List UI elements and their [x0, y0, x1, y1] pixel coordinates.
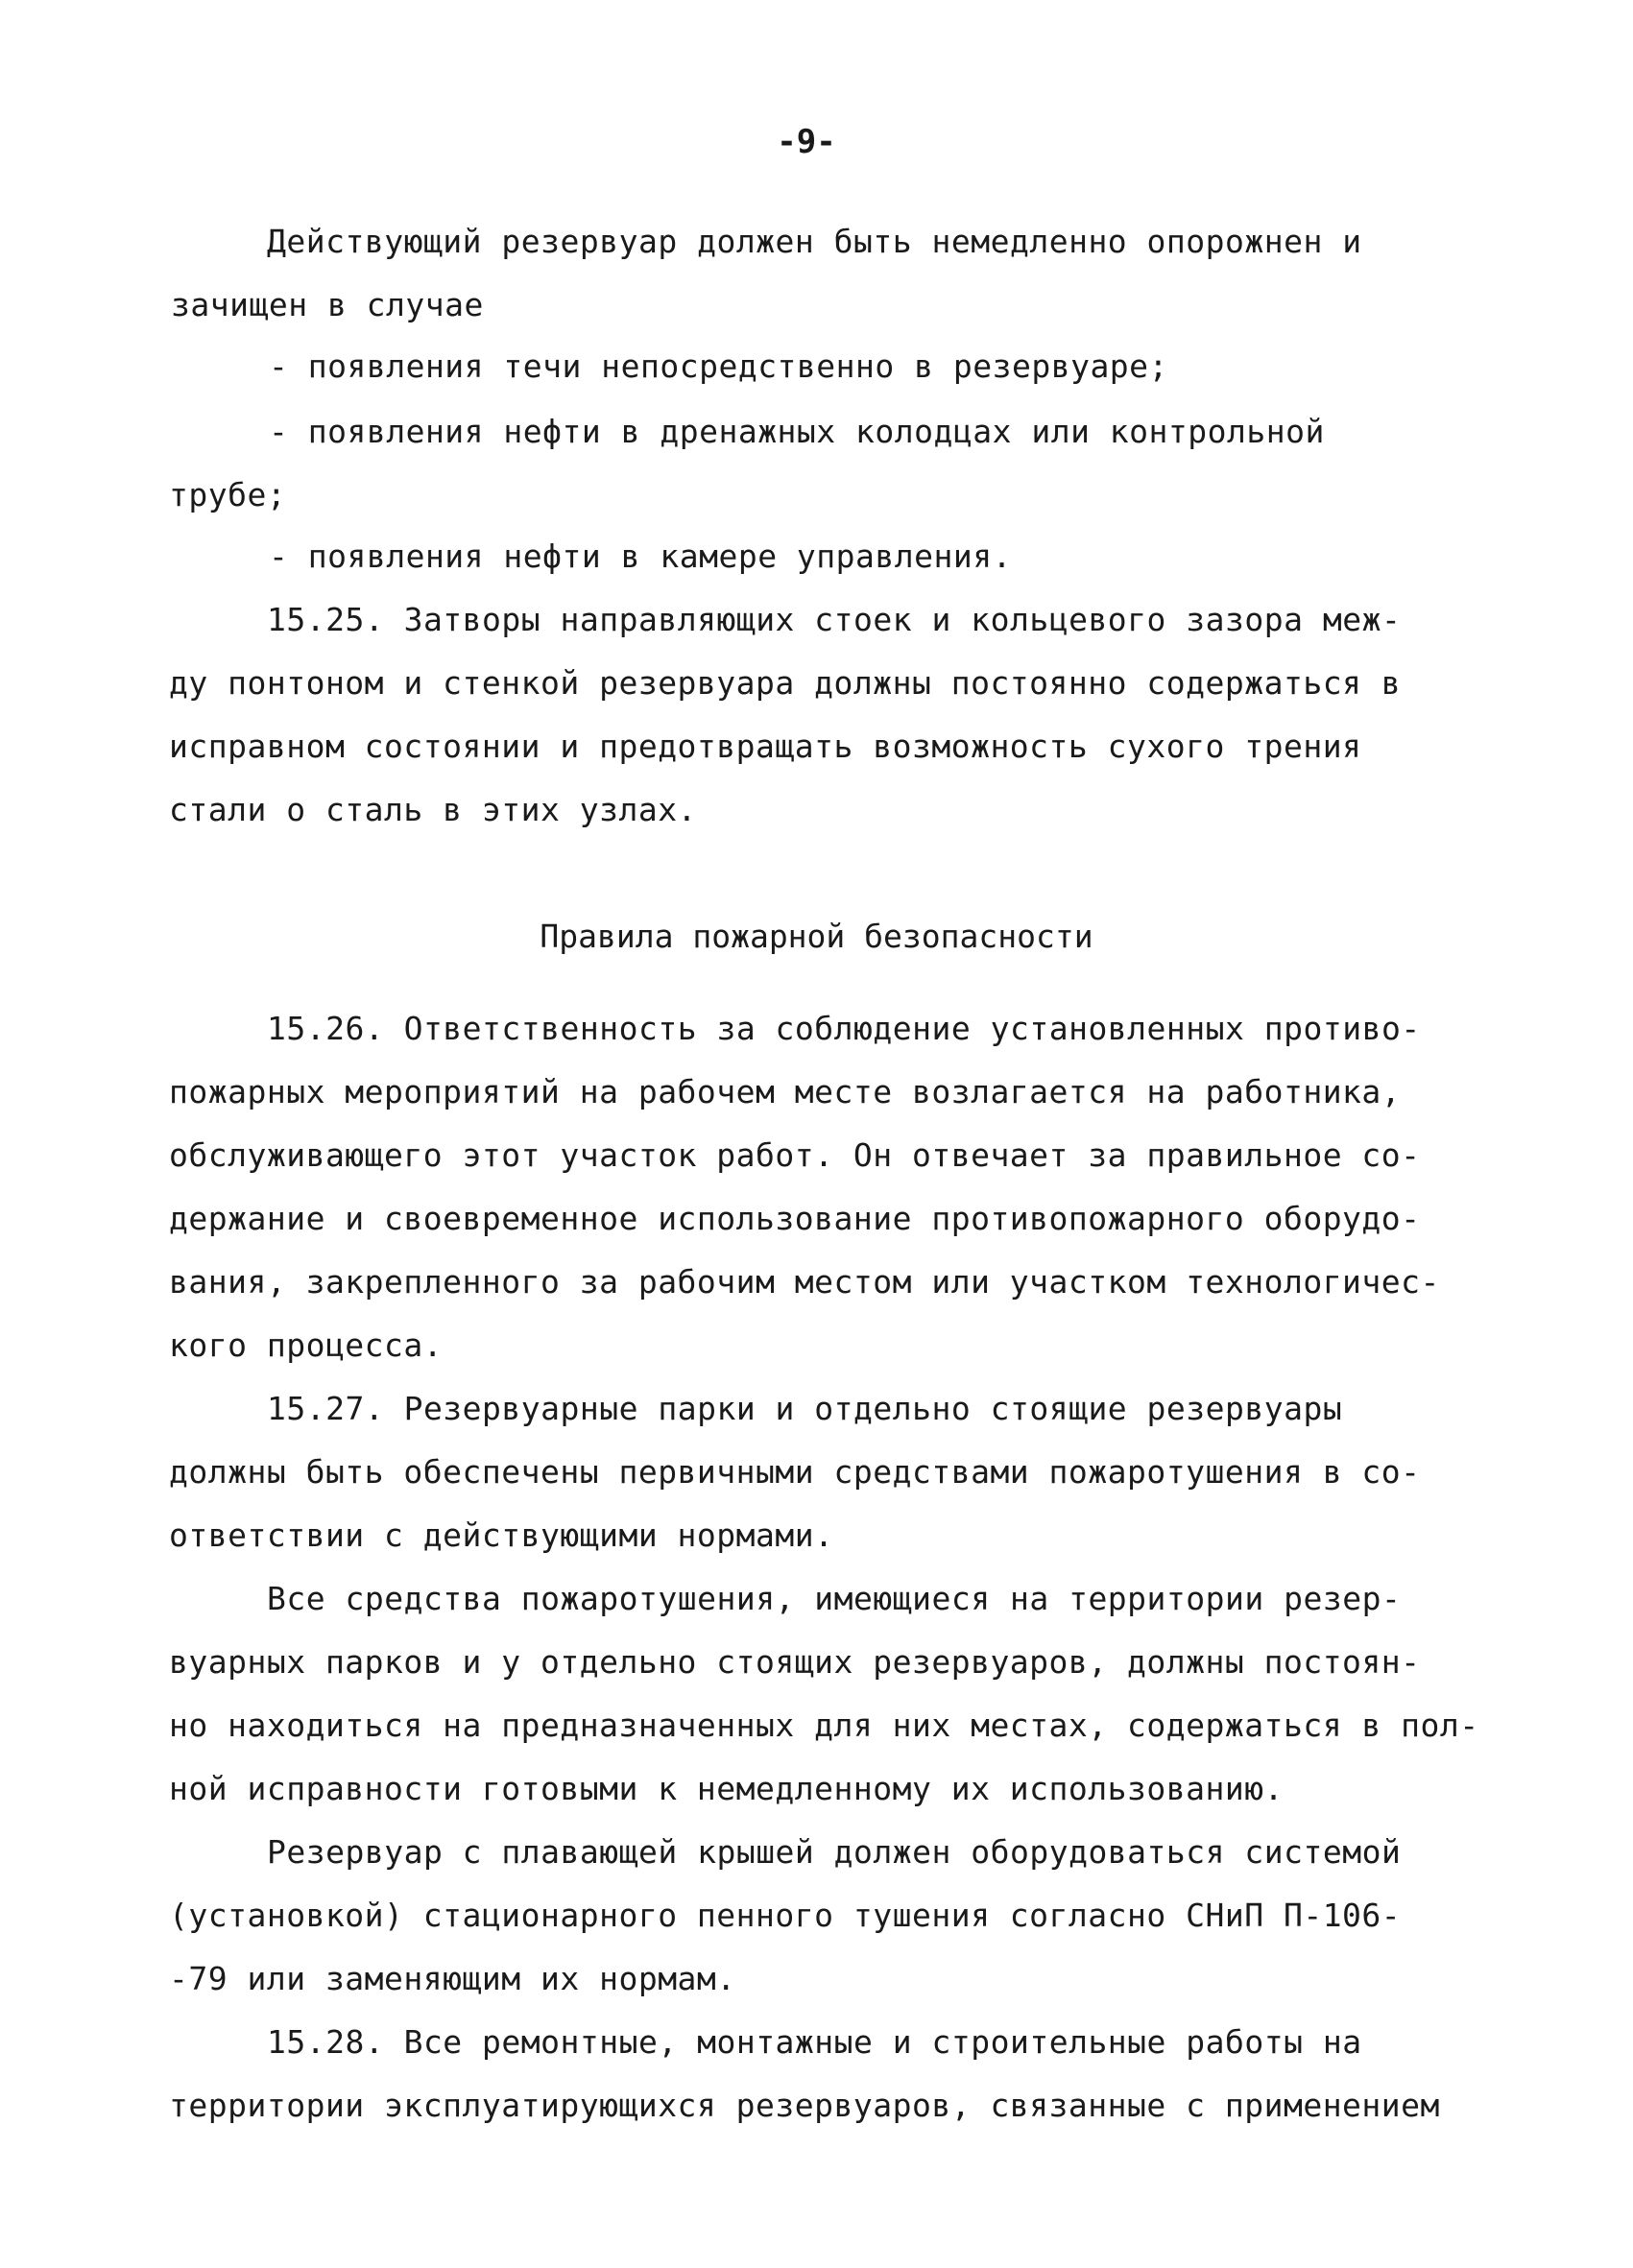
text-line: вуарных парков и у отдельно стоящих резервуаров, должны постоян-: [169, 1643, 1421, 1681]
text-line: 15.28. Все ремонтные, монтажные и строительные работы на: [267, 2023, 1362, 2061]
text-line: обслуживающего этот участок работ. Он отвечает за правильное со-: [169, 1136, 1421, 1174]
text-line: - появления нефти в камере управления.: [269, 537, 1012, 575]
page-number: -9-: [777, 123, 836, 161]
text-line: должны быть обеспечены первичными средствами пожаротушения в со-: [169, 1453, 1421, 1491]
text-line: трубе;: [169, 476, 287, 513]
text-line: Все средства пожаротушения, имеющиеся на территории резер-: [267, 1580, 1402, 1617]
section-heading: Правила пожарной безопасности: [540, 918, 1093, 955]
text-line: ответствии с действующими нормами.: [169, 1516, 834, 1554]
text-line: - появления течи непосредственно в резервуаре;: [269, 347, 1168, 385]
text-line: Резервуар с плавающей крышей должен оборудоваться системой: [267, 1833, 1402, 1871]
text-line: вания, закрепленного за рабочим местом или участком технологичес-: [169, 1263, 1440, 1301]
text-line: 15.26. Ответственность за соблюдение установленных противо-: [267, 1010, 1421, 1047]
text-line: зачищен в случае: [171, 286, 484, 323]
text-line: ной исправности готовыми к немедленному их использованию.: [169, 1770, 1284, 1807]
text-line: 15.27. Резервуарные парки и отдельно стоящие резервуары: [267, 1390, 1343, 1427]
text-line: стали о сталь в этих узлах.: [169, 791, 697, 828]
text-line: пожарных мероприятий на рабочем месте возлагается на работника,: [169, 1073, 1402, 1110]
text-line: 15.25. Затворы направляющих стоек и кольцевого зазора меж-: [267, 601, 1402, 638]
text-line: исправном состоянии и предотвращать возможность сухого трения: [169, 728, 1362, 765]
text-line: ду понтоном и стенкой резервуара должны постоянно содержаться в: [169, 664, 1402, 702]
text-line: -79 или заменяющим их нормам.: [169, 1960, 736, 1997]
text-line: территории эксплуатирующихся резервуаров, связанные с применением: [169, 2087, 1440, 2124]
text-line: (установкой) стационарного пенного тушения согласно СНиП П-106-: [169, 1897, 1402, 1934]
text-line: кого процесса.: [169, 1326, 444, 1364]
text-line: - появления нефти в дренажных колодцах или контрольной: [269, 413, 1325, 450]
text-line: но находиться на предназначенных для них местах, содержаться в пол-: [169, 1707, 1479, 1744]
text-line: Действующий резервуар должен быть немедленно опорожнен и: [267, 223, 1362, 260]
text-line: держание и своевременное использование противопожарного оборудо-: [169, 1200, 1421, 1237]
